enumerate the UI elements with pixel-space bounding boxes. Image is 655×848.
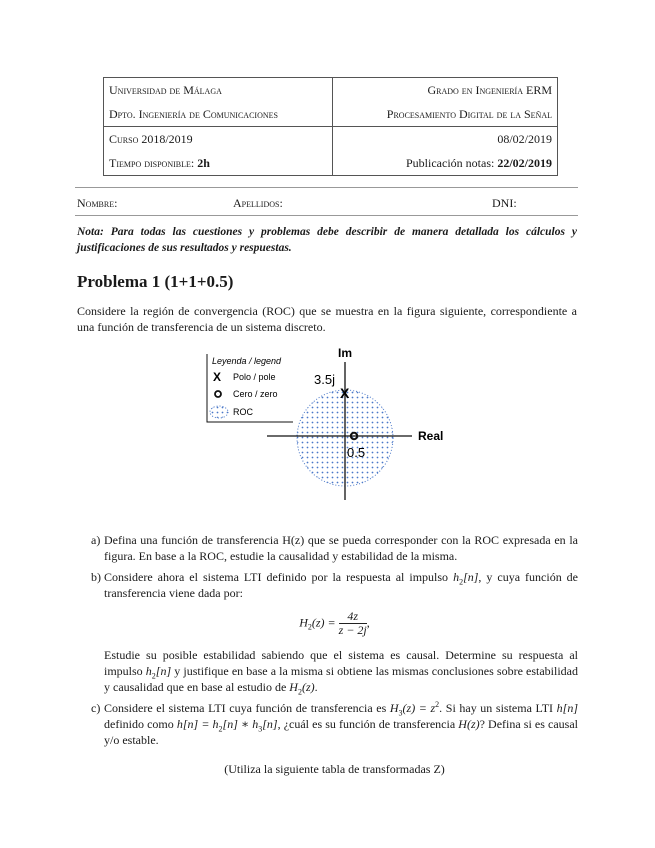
math-H: H	[389, 701, 399, 715]
math-sub: 2	[297, 687, 302, 697]
math-n: [n]	[463, 570, 479, 584]
item-b-text-continued	[104, 647, 578, 695]
time-value: 2h	[197, 155, 210, 170]
note	[77, 224, 577, 256]
item-a	[91, 532, 578, 564]
eq-denominator: z − 2j	[338, 623, 367, 637]
pole-label: 3.5j	[314, 372, 335, 387]
item-c-text5: ? Defina si es causal y/o estable.	[104, 717, 579, 747]
item-c-text3: definido como	[104, 717, 177, 731]
item-c-text1: Considere el sistema LTI cuya función de transferencia es	[104, 701, 390, 715]
legend-roc-label: ROC	[233, 407, 253, 417]
math-sub: 3	[398, 708, 403, 718]
university: Universidad de Málaga	[104, 78, 333, 103]
math-hn: h[n]	[556, 701, 578, 715]
item-c	[91, 700, 578, 748]
item-c-text4: , ¿cuál es su función de transferencia	[277, 717, 459, 731]
dni-label: DNI:	[492, 196, 517, 210]
item-c-label: c)	[91, 701, 101, 715]
department: Dpto. Ingeniería de Comunicaciones	[104, 102, 333, 127]
footer-note: (Utiliza la siguiente tabla de transformadas Z)	[224, 762, 445, 776]
item-b-text	[104, 569, 578, 601]
math-h: h	[453, 570, 460, 584]
eq-lhs-arg: (z) =	[311, 615, 336, 630]
item-b-continued	[91, 647, 578, 695]
item-a-label: a)	[91, 533, 101, 547]
item-b-text2: , y cuya función de transferencia viene dada por:	[104, 570, 579, 600]
math-H: H	[289, 680, 298, 694]
note-label: Nota:	[77, 226, 104, 238]
legend-title: Leyenda / legend	[212, 356, 282, 366]
grades-publication	[333, 151, 558, 176]
math-z: (z)	[301, 680, 315, 694]
questions-column	[91, 532, 578, 777]
period: .	[314, 680, 318, 694]
eq-lhs: H	[299, 615, 308, 630]
im-axis-label: Im	[338, 346, 353, 360]
math-Hz: H(z)	[458, 717, 480, 731]
eq-numerator: 4z	[339, 610, 367, 624]
math-n: [n]	[155, 664, 172, 678]
legend-roc-icon	[210, 406, 228, 418]
course-name: Procesamiento Digital de la Señal	[333, 102, 558, 127]
item-b-text3: Estudie su posible estabilidad sabiendo que el sistema es causal. Determine su respuesta al impulso	[104, 648, 578, 678]
item-c-text	[104, 700, 578, 748]
legend	[207, 354, 293, 422]
legend-pole-label: Polo / pole	[233, 372, 276, 382]
legend-zero-label: Cero / zero	[233, 389, 278, 399]
academic-year: Curso 2018/2019	[104, 127, 333, 152]
zero-label: 0.5	[347, 445, 366, 460]
time-label: Tiempo disponible:	[109, 155, 195, 170]
problem-title: Problema 1 (1+1+0.5)	[77, 272, 234, 291]
note-text: Para todas las cuestiones y problemas debe describir de manera detallada los cálculos y justificaciones de sus resultados y respuestas.	[77, 226, 577, 254]
math-h: h	[145, 664, 152, 678]
eq-comma: ,	[366, 615, 370, 630]
math-conv-b: [n] ∗ h	[222, 717, 259, 731]
item-a-text: Defina una función de transferencia H(z) que se pueda corresponder con la ROC expresada en la figura. En base a la ROC, estudie la causalidad y estabilidad de la misma.	[104, 533, 578, 563]
exam-header-table	[103, 77, 558, 176]
legend-zero-icon	[215, 391, 221, 397]
surname-label: Apellidos:	[233, 196, 283, 210]
name-label: Nombre:	[77, 196, 118, 210]
item-b	[91, 569, 578, 601]
math-eq3: (z) = z	[402, 701, 436, 715]
divider-bottom	[75, 215, 578, 216]
problem-intro: Considere la región de convergencia (ROC) que se muestra en la figura siguiente, correspondiente a una función de transferencia de un sistema discreto.	[77, 304, 577, 334]
grades-label: Publicación notas:	[406, 155, 495, 170]
real-axis-label: Real	[418, 429, 444, 443]
legend-pole-icon: X	[213, 370, 222, 384]
math-conv-c: [n]	[262, 717, 278, 731]
math-sub: 2	[218, 724, 223, 734]
eq-lhs-sub: 2	[307, 622, 312, 632]
math-sub: 3	[258, 724, 263, 734]
time-available	[104, 151, 333, 176]
item-c-text2: . Si hay un sistema LTI	[439, 701, 557, 715]
item-b-text4: y justifique en base a la misma si obtiene las mismas conclusiones sobre estabilidad y causalidad que en base al estudio de	[104, 664, 579, 694]
eq-fraction	[339, 610, 367, 637]
roc-figure	[200, 340, 460, 510]
math-sub: 2	[459, 577, 464, 587]
math-sup: 2	[435, 700, 440, 709]
degree: Grado en Ingeniería ERM	[427, 82, 552, 97]
divider-top	[75, 187, 578, 188]
math-conv: h[n] = h	[176, 717, 219, 731]
pole-marker: X	[340, 385, 350, 401]
item-b-text1: Considere ahora el sistema LTI definido por la respuesta al impulso	[104, 570, 454, 584]
equation-h2	[91, 610, 578, 637]
item-b-label: b)	[91, 570, 101, 584]
grades-date: 22/02/2019	[497, 155, 552, 170]
math-sub: 2	[151, 671, 156, 681]
exam-date: 08/02/2019	[497, 131, 552, 146]
